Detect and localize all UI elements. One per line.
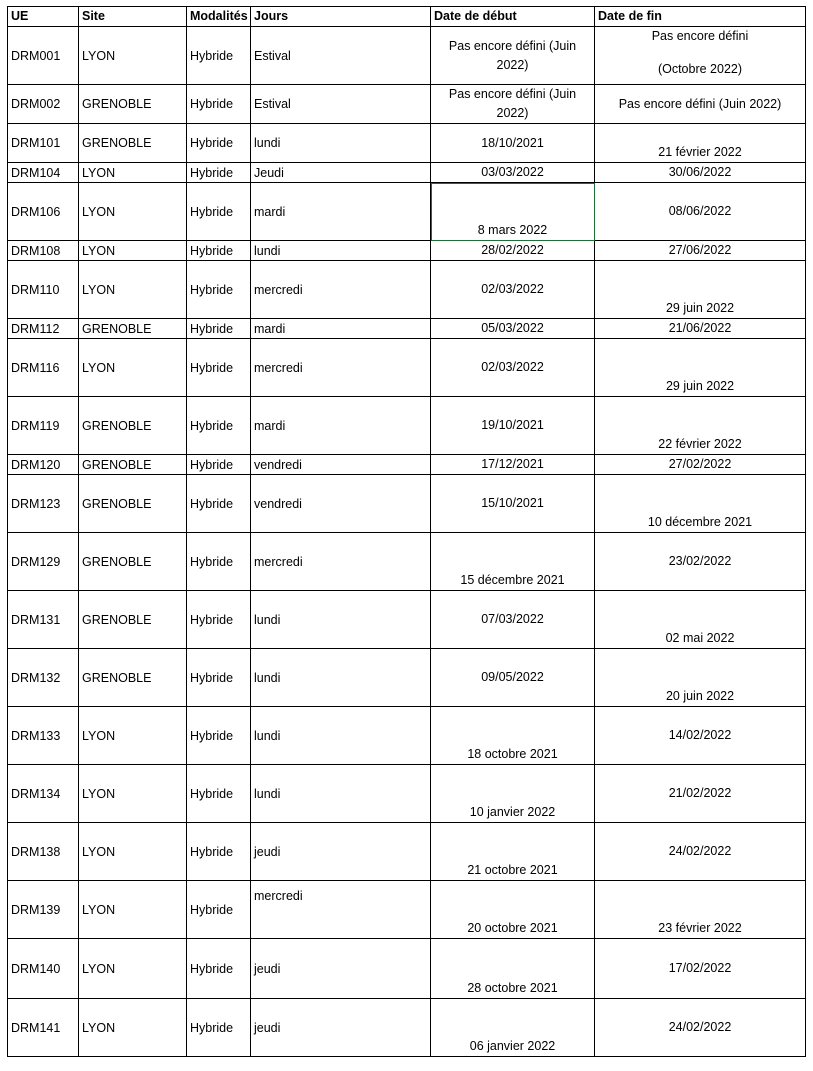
cell-site[interactable]: GRENOBLE — [79, 124, 187, 163]
table-row — [8, 649, 806, 707]
cell-modalites[interactable]: Hybride — [187, 85, 251, 124]
cell-jours[interactable]: lundi — [251, 649, 431, 707]
cell-date-fin[interactable]: Pas encore défini (Juin 2022) — [595, 85, 806, 124]
cell-date-debut[interactable]: 18/10/2021 — [431, 124, 595, 163]
cell-site[interactable]: LYON — [79, 823, 187, 881]
cell-jours[interactable]: mardi — [251, 183, 431, 241]
table-row — [8, 339, 806, 397]
cell-ue[interactable]: DRM001 — [8, 27, 79, 85]
cell-jours[interactable]: vendredi — [251, 475, 431, 533]
cell-modalites[interactable]: Hybride — [187, 707, 251, 765]
cell-ue[interactable]: DRM138 — [8, 823, 79, 881]
cell-date-debut[interactable]: 28/02/2022 — [431, 241, 595, 261]
header-jours[interactable]: Jours — [251, 7, 431, 27]
cell-modalites[interactable]: Hybride — [187, 183, 251, 241]
cell-date-debut[interactable]: 17/12/2021 — [431, 455, 595, 475]
cell-date-fin[interactable]: 02 mai 2022 — [595, 591, 806, 649]
header-site[interactable]: Site — [79, 7, 187, 27]
cell-date-fin[interactable]: 21/06/2022 — [595, 319, 806, 339]
header-ue[interactable]: UE — [8, 7, 79, 27]
cell-jours[interactable]: mardi — [251, 319, 431, 339]
cell-date-debut[interactable]: Pas encore défini (Juin 2022) — [431, 85, 595, 124]
cell-modalites[interactable]: Hybride — [187, 27, 251, 85]
cell-modalites[interactable]: Hybride — [187, 475, 251, 533]
cell-modalites[interactable]: Hybride — [187, 999, 251, 1057]
cell-date-fin[interactable]: 21/02/2022 — [595, 765, 806, 823]
cell-modalites[interactable]: Hybride — [187, 124, 251, 163]
cell-date-debut[interactable]: 15 décembre 2021 — [431, 533, 595, 591]
cell-site[interactable]: GRENOBLE — [79, 591, 187, 649]
cell-date-debut[interactable]: 03/03/2022 — [431, 163, 595, 183]
cell-date-fin[interactable]: 29 juin 2022 — [595, 339, 806, 397]
cell-date-debut[interactable]: 20 octobre 2021 — [431, 881, 595, 939]
cell-ue[interactable]: DRM134 — [8, 765, 79, 823]
cell-site[interactable]: LYON — [79, 707, 187, 765]
cell-jours[interactable]: lundi — [251, 707, 431, 765]
cell-jours[interactable]: Estival — [251, 85, 431, 124]
table-row — [8, 939, 806, 999]
cell-ue[interactable]: DRM101 — [8, 124, 79, 163]
table-row — [8, 319, 806, 339]
cell-ue[interactable]: DRM132 — [8, 649, 79, 707]
table-row — [8, 823, 806, 881]
cell-date-debut[interactable]: 28 octobre 2021 — [431, 939, 595, 999]
cell-site[interactable]: LYON — [79, 261, 187, 319]
cell-ue[interactable]: DRM140 — [8, 939, 79, 999]
cell-ue[interactable]: DRM131 — [8, 591, 79, 649]
cell-date-debut[interactable]: 19/10/2021 — [431, 397, 595, 455]
cell-ue[interactable]: DRM108 — [8, 241, 79, 261]
table-row — [8, 455, 806, 475]
table-row — [8, 163, 806, 183]
table-row — [8, 707, 806, 765]
table-row — [8, 475, 806, 533]
cell-ue[interactable]: DRM116 — [8, 339, 79, 397]
cell-date-debut[interactable]: Pas encore défini (Juin 2022) — [431, 27, 595, 85]
cell-ue[interactable]: DRM119 — [8, 397, 79, 455]
cell-modalites[interactable]: Hybride — [187, 823, 251, 881]
cell-modalites[interactable]: Hybride — [187, 939, 251, 999]
cell-modalites[interactable]: Hybride — [187, 163, 251, 183]
cell-ue[interactable]: DRM112 — [8, 319, 79, 339]
header-modalites[interactable]: Modalités — [187, 7, 251, 27]
cell-ue[interactable]: DRM123 — [8, 475, 79, 533]
cell-jours[interactable]: Jeudi — [251, 163, 431, 183]
cell-site[interactable]: GRENOBLE — [79, 455, 187, 475]
cell-site[interactable]: GRENOBLE — [79, 319, 187, 339]
cell-modalites[interactable]: Hybride — [187, 319, 251, 339]
cell-date-debut[interactable]: 02/03/2022 — [431, 339, 595, 397]
cell-date-fin[interactable] — [595, 27, 806, 85]
courses-table — [7, 6, 806, 1057]
table-row — [8, 999, 806, 1057]
cell-date-fin[interactable]: 30/06/2022 — [595, 163, 806, 183]
cell-date-fin[interactable]: 14/02/2022 — [595, 707, 806, 765]
cell-jours[interactable]: vendredi — [251, 455, 431, 475]
cell-date-debut[interactable]: 06 janvier 2022 — [431, 999, 595, 1057]
date-fin-line-1: Pas encore défini — [651, 29, 749, 43]
cell-modalites[interactable]: Hybride — [187, 881, 251, 939]
cell-modalites[interactable]: Hybride — [187, 591, 251, 649]
cell-ue[interactable]: DRM002 — [8, 85, 79, 124]
cell-date-fin[interactable]: 24/02/2022 — [595, 823, 806, 881]
cell-date-debut[interactable]: 21 octobre 2021 — [431, 823, 595, 881]
cell-modalites[interactable]: Hybride — [187, 339, 251, 397]
cell-site[interactable]: LYON — [79, 241, 187, 261]
cell-ue[interactable]: DRM104 — [8, 163, 79, 183]
cell-date-fin[interactable]: 23 février 2022 — [595, 881, 806, 939]
cell-date-fin[interactable]: 10 décembre 2021 — [595, 475, 806, 533]
cell-jours[interactable]: Estival — [251, 27, 431, 85]
table-row — [8, 533, 806, 591]
cell-ue[interactable]: DRM110 — [8, 261, 79, 319]
cell-ue[interactable]: DRM120 — [8, 455, 79, 475]
cell-date-debut[interactable]: 09/05/2022 — [431, 649, 595, 707]
cell-jours[interactable]: jeudi — [251, 823, 431, 881]
cell-ue[interactable]: DRM133 — [8, 707, 79, 765]
cell-date-debut[interactable]: 07/03/2022 — [431, 591, 595, 649]
header-date-debut[interactable]: Date de début — [431, 7, 595, 27]
cell-date-debut[interactable]: 10 janvier 2022 — [431, 765, 595, 823]
cell-site[interactable]: LYON — [79, 999, 187, 1057]
table-row — [8, 241, 806, 261]
cell-modalites[interactable]: Hybride — [187, 241, 251, 261]
cell-jours[interactable]: lundi — [251, 241, 431, 261]
table-row — [8, 765, 806, 823]
cell-site[interactable]: LYON — [79, 339, 187, 397]
cell-jours[interactable]: mercredi — [251, 261, 431, 319]
cell-date-debut[interactable]: 02/03/2022 — [431, 261, 595, 319]
table-row — [8, 85, 806, 124]
table-row — [8, 27, 806, 85]
cell-jours[interactable]: mercredi — [251, 339, 431, 397]
cell-date-fin[interactable]: 24/02/2022 — [595, 999, 806, 1057]
cell-date-debut[interactable]: 05/03/2022 — [431, 319, 595, 339]
cell-date-fin[interactable]: 27/06/2022 — [595, 241, 806, 261]
cell-site[interactable]: LYON — [79, 765, 187, 823]
table-row — [8, 183, 806, 241]
cell-site[interactable]: LYON — [79, 183, 187, 241]
header-row — [8, 7, 806, 27]
cell-jours[interactable]: jeudi — [251, 939, 431, 999]
cell-ue[interactable]: DRM139 — [8, 881, 79, 939]
table-row — [8, 397, 806, 455]
date-fin-line-2: (Octobre 2022) — [657, 62, 743, 76]
cell-modalites[interactable]: Hybride — [187, 649, 251, 707]
cell-date-fin[interactable]: 21 février 2022 — [595, 124, 806, 163]
cell-modalites[interactable]: Hybride — [187, 455, 251, 475]
cell-date-debut[interactable]: 18 octobre 2021 — [431, 707, 595, 765]
cell-modalites[interactable]: Hybride — [187, 397, 251, 455]
cell-date-fin[interactable]: 22 février 2022 — [595, 397, 806, 455]
cell-ue[interactable]: DRM141 — [8, 999, 79, 1057]
cell-date-fin[interactable]: 17/02/2022 — [595, 939, 806, 999]
header-date-fin[interactable]: Date de fin — [595, 7, 806, 27]
cell-ue[interactable]: DRM106 — [8, 183, 79, 241]
cell-site[interactable]: LYON — [79, 939, 187, 999]
cell-site[interactable]: GRENOBLE — [79, 397, 187, 455]
cell-site[interactable]: GRENOBLE — [79, 533, 187, 591]
cell-date-debut[interactable]: 8 mars 2022 — [431, 183, 595, 241]
cell-date-debut[interactable]: 15/10/2021 — [431, 475, 595, 533]
cell-date-fin[interactable]: 08/06/2022 — [595, 183, 806, 241]
table-row — [8, 261, 806, 319]
cell-modalites[interactable]: Hybride — [187, 765, 251, 823]
cell-date-fin[interactable]: 27/02/2022 — [595, 455, 806, 475]
cell-jours[interactable]: mercredi — [251, 533, 431, 591]
cell-ue[interactable]: DRM129 — [8, 533, 79, 591]
cell-date-fin[interactable]: 29 juin 2022 — [595, 261, 806, 319]
table-row — [8, 881, 806, 939]
cell-date-fin[interactable]: 23/02/2022 — [595, 533, 806, 591]
cell-site[interactable]: LYON — [79, 881, 187, 939]
cell-jours[interactable]: lundi — [251, 765, 431, 823]
cell-jours[interactable]: mercredi — [251, 881, 431, 939]
cell-jours[interactable]: mardi — [251, 397, 431, 455]
cell-jours[interactable]: jeudi — [251, 999, 431, 1057]
table-row — [8, 591, 806, 649]
cell-site[interactable]: LYON — [79, 27, 187, 85]
cell-site[interactable]: GRENOBLE — [79, 85, 187, 124]
table-row — [8, 124, 806, 163]
cell-modalites[interactable]: Hybride — [187, 261, 251, 319]
cell-site[interactable]: GRENOBLE — [79, 475, 187, 533]
cell-jours[interactable]: lundi — [251, 591, 431, 649]
cell-jours[interactable]: lundi — [251, 124, 431, 163]
cell-site[interactable]: GRENOBLE — [79, 649, 187, 707]
cell-date-fin[interactable]: 20 juin 2022 — [595, 649, 806, 707]
cell-modalites[interactable]: Hybride — [187, 533, 251, 591]
cell-site[interactable]: LYON — [79, 163, 187, 183]
